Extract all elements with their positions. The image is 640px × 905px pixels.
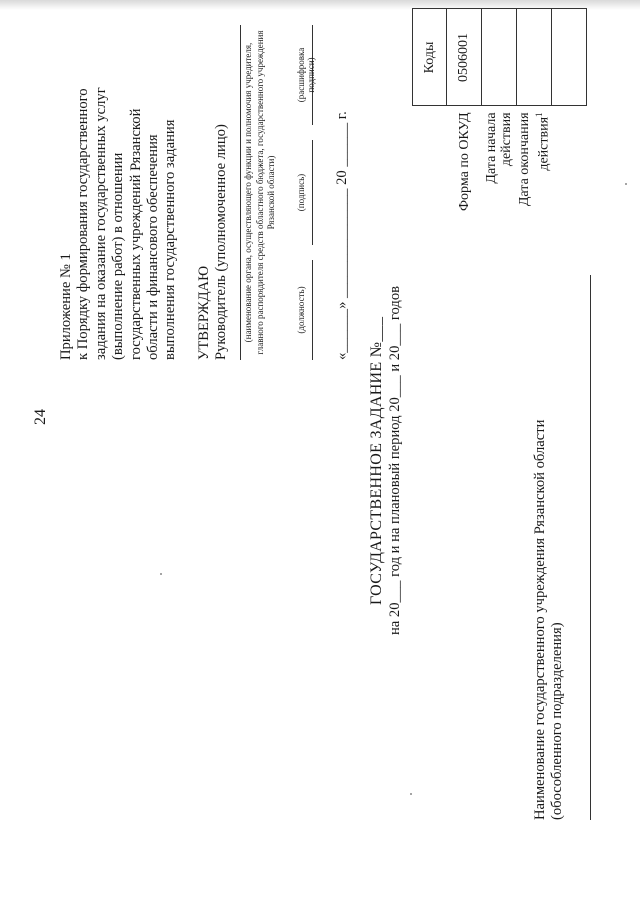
- row-label-line: Дата окончания: [516, 112, 532, 207]
- appendix-block: [58, 87, 180, 360]
- signature-row: [296, 25, 330, 360]
- code-cell: [517, 9, 552, 106]
- scan-speck: [625, 183, 627, 185]
- scan-speck: [160, 573, 162, 575]
- codes-header-spacer: [413, 106, 447, 215]
- appendix-line: Приложение № 1: [58, 253, 74, 360]
- row-label: [552, 106, 587, 215]
- scan-speck: [410, 793, 412, 795]
- row-label: Форма по ОКУД: [456, 112, 472, 211]
- institution-name-label: [532, 420, 567, 820]
- table-row: [552, 9, 587, 215]
- code-cell: [482, 9, 517, 106]
- institution-name-line: Наименование государственного учреждения Рязанской области: [532, 419, 548, 820]
- row-label-line: действия: [499, 112, 514, 167]
- appendix-line: государственных учреждений Рязанской: [127, 108, 144, 360]
- table-row: [482, 9, 517, 215]
- institution-name-underline: [590, 275, 591, 820]
- decode-caption-line: подписи): [306, 57, 316, 93]
- row-label: [517, 106, 552, 215]
- table-row: [517, 9, 552, 215]
- appendix-line: к Порядку формирования государственного: [75, 88, 92, 360]
- decode-caption-line: (расшифровка: [296, 47, 306, 103]
- approval-subtitle: Руководитель (уполномоченное лицо): [213, 124, 230, 360]
- institution-name-line: (обособленного подразделения): [549, 622, 566, 820]
- organization-name-line: [240, 25, 241, 360]
- row-label-line: Дата начала: [484, 112, 499, 184]
- appendix-line: выполнения государственного задания: [162, 119, 179, 360]
- position-caption: (должность): [296, 286, 306, 334]
- appendix-line: задания на оказание государственных услуг: [92, 87, 109, 360]
- position-line: [312, 260, 313, 360]
- decode-caption: [296, 25, 316, 125]
- signature-caption: (подпись): [296, 173, 306, 212]
- footnote-mark: 1: [533, 112, 544, 117]
- codes-table: [412, 8, 587, 215]
- document-subtitle: на 20___ год и на плановый период 20___ и 20___ годов: [387, 285, 403, 635]
- row-label-line: [532, 112, 552, 211]
- organization-caption: (наименование органа, осуществляющего функции и полномочия учредителя, главного распорядителя средств областного бюджета, государственного учреждения Рязанской области): [243, 30, 276, 355]
- page-number: 24: [32, 409, 49, 425]
- row-label-text: действия: [536, 116, 552, 171]
- codes-header-row: [413, 9, 447, 215]
- approval-title: УТВЕРЖДАЮ: [196, 265, 212, 360]
- appendix-line: (выполнение работ) в отношении: [110, 152, 127, 360]
- codes-header: Коды: [413, 9, 447, 106]
- signature-line: [312, 140, 313, 245]
- code-cell: [552, 9, 587, 106]
- code-cell: 0506001: [447, 9, 482, 106]
- approval-date-line: «______» _______________ 20 ______ г.: [334, 111, 350, 360]
- appendix-line: области и финансового обеспечения: [145, 134, 162, 360]
- row-label: [482, 106, 517, 215]
- table-row: [447, 9, 482, 215]
- approval-block: [196, 124, 231, 360]
- document-title: ГОСУДАРСТВЕННОЕ ЗАДАНИЕ №___: [368, 316, 385, 605]
